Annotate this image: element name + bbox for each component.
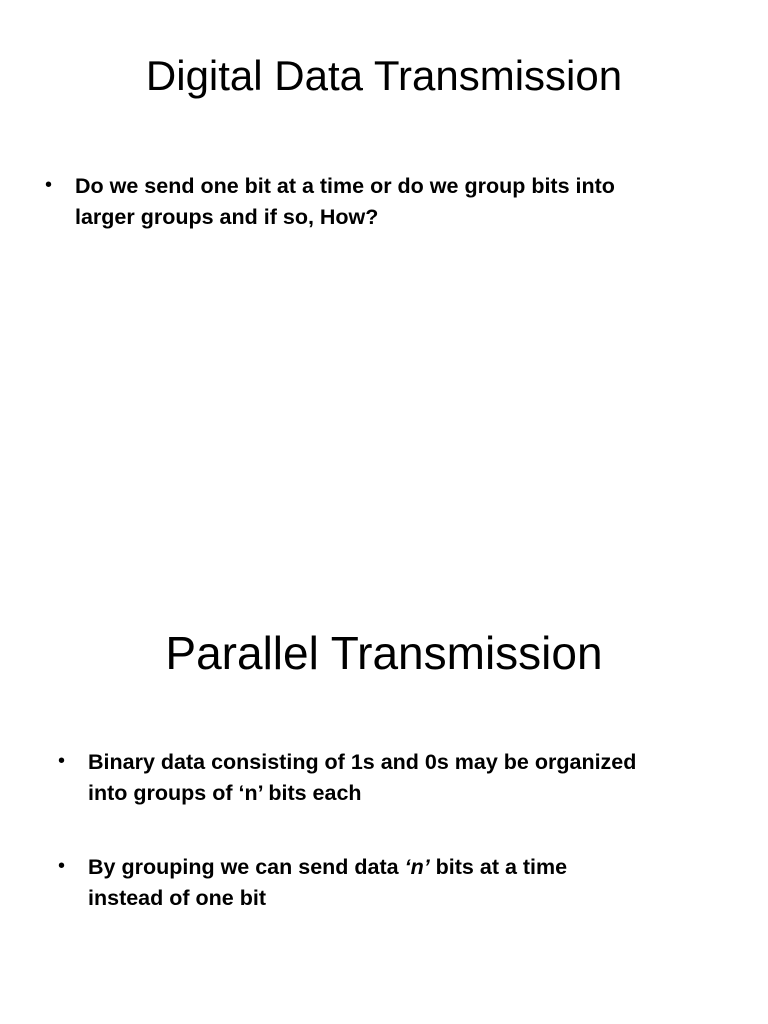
- bullet-dot-icon: •: [58, 750, 66, 772]
- bullet-dot-icon: •: [58, 855, 66, 877]
- bullet-text-line: Binary data consisting of 1s and 0s may be organized: [88, 750, 637, 774]
- bullet-text-segment: bits at a time: [429, 855, 568, 879]
- bullet-text-emphasis: ‘n’: [404, 855, 430, 879]
- bullet-text-line: [88, 852, 758, 883]
- bullet-text-line: instead of one bit: [88, 886, 266, 910]
- bullet-text-line: Do we send one bit at a time or do we group bits into: [75, 174, 615, 198]
- slide-title: Parallel Transmission: [165, 627, 603, 679]
- bullet-text-line: into groups of ‘n’ bits each: [88, 781, 362, 805]
- slide-parallel-transmission: [0, 512, 768, 1024]
- bullet-text-segment: By grouping we can send data: [88, 855, 405, 879]
- bullet-text-line: larger groups and if so, How?: [75, 205, 379, 229]
- bullet-dot-icon: •: [45, 174, 53, 196]
- bullet-item: [58, 747, 758, 809]
- slide-title: Digital Data Transmission: [145, 52, 623, 99]
- bullet-item: [45, 171, 745, 233]
- bullet-item: [58, 852, 758, 914]
